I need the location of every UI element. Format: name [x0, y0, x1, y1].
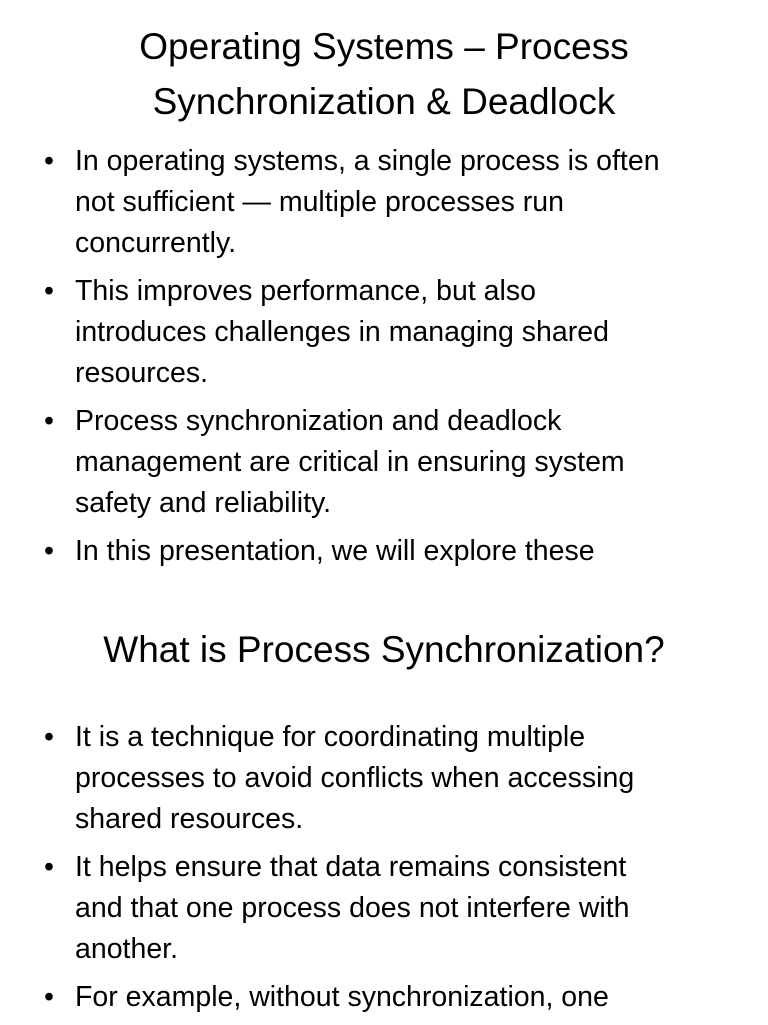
bullet-line: another.: [75, 933, 179, 965]
bullet-line: It is a technique for coordinating multiple: [75, 721, 586, 753]
bullet-line: processes to avoid conflicts when accessing: [75, 762, 635, 794]
bullet-dot-icon: •: [44, 405, 54, 437]
bullet-line: In operating systems, a single process is often: [75, 145, 660, 177]
bullet-item: [44, 717, 724, 840]
slide-title: [20, 19, 748, 129]
bullet-line: safety and reliability.: [75, 487, 332, 519]
bullet-line: introduces challenges in managing shared: [75, 316, 609, 348]
bullet-line: resources.: [75, 357, 209, 389]
bullet-item: [44, 847, 724, 970]
slide-title: [20, 622, 748, 677]
bullet-line: and that one process does not interfere with: [75, 892, 630, 924]
bullet-line: shared resources.: [75, 803, 304, 835]
bullet-item: [44, 977, 724, 1018]
bullet-dot-icon: •: [44, 145, 54, 177]
bullet-line: It helps ensure that data remains consistent: [75, 851, 627, 883]
bullet-line: This improves performance, but also: [75, 275, 536, 307]
bullet-line: For example, without synchronization, one: [75, 981, 609, 1013]
bullet-list: [44, 717, 724, 1025]
bullet-item: [44, 531, 724, 572]
bullet-item: [44, 401, 724, 524]
bullet-dot-icon: •: [44, 721, 54, 753]
bullet-item: [44, 271, 724, 394]
bullet-dot-icon: •: [44, 981, 54, 1013]
bullet-line: In this presentation, we will explore these: [75, 535, 595, 567]
bullet-line: concurrently.: [75, 227, 237, 259]
bullet-list: [44, 141, 724, 579]
bullet-item: [44, 141, 724, 264]
bullet-dot-icon: •: [44, 275, 54, 307]
title-line: Synchronization & Deadlock: [152, 81, 616, 122]
bullet-line: not sufficient — multiple processes run: [75, 186, 564, 218]
bullet-line: management are critical in ensuring system: [75, 446, 625, 478]
slide-2: [0, 600, 768, 1024]
bullet-line: Process synchronization and deadlock: [75, 405, 562, 437]
bullet-dot-icon: •: [44, 535, 54, 567]
bullet-dot-icon: •: [44, 851, 54, 883]
title-line: Operating Systems – Process: [139, 26, 629, 67]
title-line: What is Process Synchronization?: [103, 629, 665, 670]
